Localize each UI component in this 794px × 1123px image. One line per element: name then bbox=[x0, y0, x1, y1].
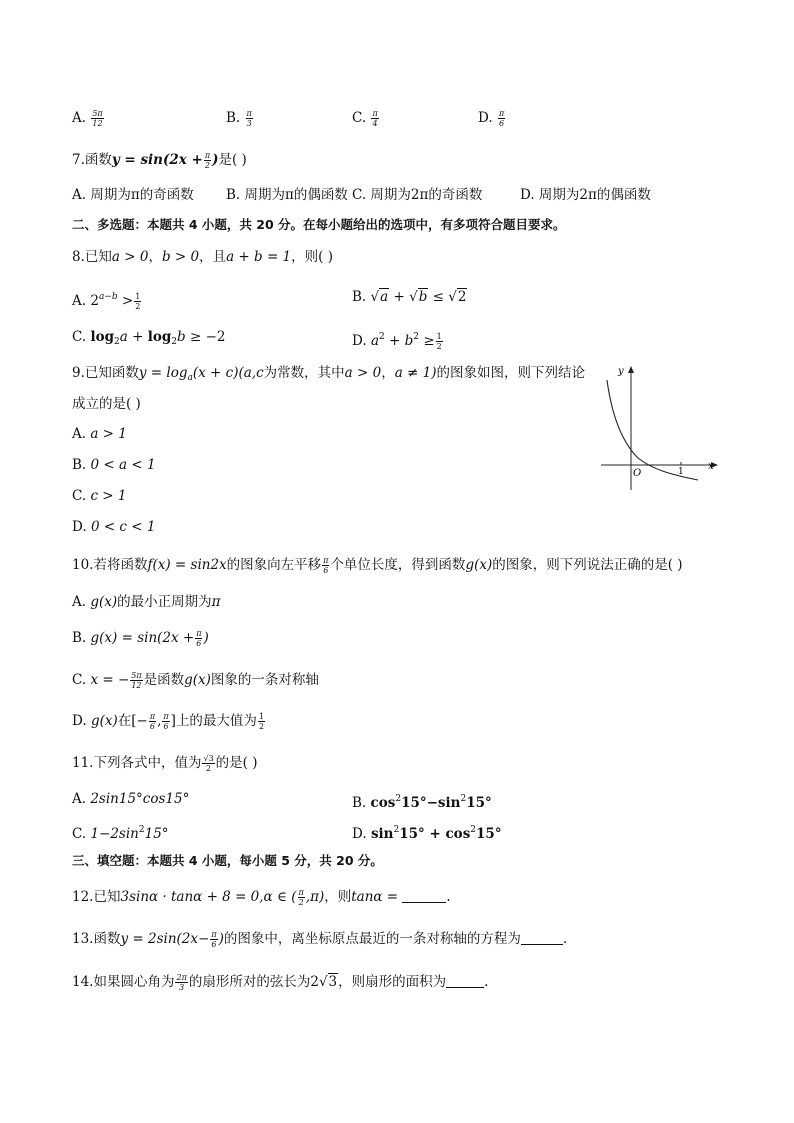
pi: π bbox=[211, 594, 221, 610]
q10-g: g(x) bbox=[184, 672, 211, 688]
option-label: A. bbox=[72, 426, 87, 442]
cos: cos bbox=[370, 795, 396, 811]
q9-option-d bbox=[72, 517, 155, 537]
numerator: π bbox=[196, 629, 202, 638]
tick-label-1: 1 bbox=[678, 467, 684, 477]
q9-option-b bbox=[72, 455, 156, 475]
q7-func-end: ) bbox=[212, 152, 219, 168]
denominator: 6 bbox=[163, 722, 169, 731]
q11-option-a bbox=[72, 789, 189, 809]
sqrt-b: b bbox=[418, 289, 428, 305]
origin-label: O bbox=[633, 468, 642, 479]
fraction bbox=[246, 109, 253, 128]
q10-stem bbox=[72, 555, 683, 575]
q10-c-expr: x = − bbox=[90, 672, 130, 688]
q8-stem bbox=[72, 247, 333, 267]
q9-cond-a: a > 0 bbox=[344, 365, 382, 381]
option-label: D. bbox=[478, 110, 493, 126]
q14-stem-b: 的扇形所对的弦长为 bbox=[188, 974, 311, 990]
q10-d-text2: 上的最大值为 bbox=[175, 713, 257, 729]
expr-end: 15° bbox=[476, 826, 502, 842]
plus: + bbox=[384, 333, 405, 349]
option-label: B. bbox=[72, 457, 87, 473]
comma: , bbox=[157, 713, 162, 729]
expr-end: 15° bbox=[144, 826, 169, 842]
q10-stem-c: 个单位长度，得到函数 bbox=[330, 557, 466, 573]
option-label: C. bbox=[72, 329, 87, 345]
q6-option-a bbox=[72, 108, 105, 128]
fraction bbox=[149, 712, 156, 731]
fraction bbox=[258, 712, 265, 731]
option-label: A. bbox=[72, 293, 87, 309]
q9-cond-b: a ≠ 1) bbox=[394, 365, 437, 381]
log-base: 2 bbox=[171, 337, 178, 347]
plus: + bbox=[389, 289, 410, 305]
q8-sep: ，且 bbox=[199, 249, 227, 265]
exponent: 2 bbox=[413, 332, 420, 342]
q9-stem-a: 9.已知函数 bbox=[72, 365, 139, 381]
q8-cond-a: a > 0 bbox=[111, 249, 149, 265]
period: . bbox=[446, 889, 451, 905]
var: a bbox=[370, 333, 379, 349]
option-expr: 0 < a < 1 bbox=[90, 457, 156, 473]
denominator: 3 bbox=[179, 983, 185, 992]
numerator: π bbox=[211, 930, 217, 939]
fraction bbox=[210, 930, 217, 949]
q12-stem bbox=[72, 887, 451, 907]
q12-stem-b: ，则 bbox=[324, 889, 352, 905]
denominator: 12 bbox=[131, 681, 142, 690]
numerator: π bbox=[323, 556, 329, 565]
q13-stem bbox=[72, 929, 567, 949]
q11-option-c bbox=[72, 820, 169, 844]
exponent: 2 bbox=[395, 794, 402, 804]
denominator: 6 bbox=[211, 940, 217, 949]
q13-stem-a: 13.函数 bbox=[72, 931, 121, 947]
numerator: π bbox=[204, 151, 211, 160]
relation: > bbox=[117, 293, 134, 309]
fraction bbox=[204, 151, 211, 170]
q11-stem-a: 11.下列各式中，值为 bbox=[72, 755, 202, 771]
period: . bbox=[484, 974, 489, 990]
answer-blank[interactable] bbox=[402, 888, 446, 903]
numerator: 1 bbox=[135, 292, 141, 301]
option-label: C. bbox=[72, 672, 87, 688]
x-axis-label: x bbox=[708, 461, 714, 472]
q9-sep: ， bbox=[381, 365, 395, 381]
log: log bbox=[90, 329, 115, 345]
fraction bbox=[195, 629, 202, 648]
q8-cond-b: b > 0 bbox=[161, 249, 200, 265]
answer-blank[interactable] bbox=[446, 973, 484, 988]
q10-a-text: 的最小正周期为 bbox=[117, 594, 212, 610]
denominator: 4 bbox=[372, 119, 378, 128]
exponent: 2 bbox=[460, 794, 467, 804]
numerator: 5π bbox=[131, 671, 142, 680]
q8-option-c bbox=[72, 327, 225, 352]
numerator: √3 bbox=[203, 754, 214, 763]
exponent: 2 bbox=[138, 825, 145, 835]
log-base: 2 bbox=[114, 337, 120, 347]
q7-func: y = sin(2x + bbox=[111, 152, 203, 168]
exponent: 2 bbox=[470, 825, 477, 835]
log-base: a bbox=[187, 373, 193, 383]
q8-option-d bbox=[352, 327, 444, 351]
q9-stem-c: 的图象如图，则下列结论 bbox=[436, 365, 586, 381]
var: a bbox=[119, 329, 128, 345]
q10-option-b bbox=[72, 628, 209, 648]
expr-end: 15° bbox=[466, 795, 492, 811]
numerator: 1 bbox=[436, 332, 442, 341]
q13-stem-b: 的图象中，离坐标原点最近的一条对称轴的方程为 bbox=[223, 931, 521, 947]
expr-mid: 15°−sin bbox=[401, 795, 461, 811]
fraction bbox=[130, 671, 142, 690]
option-expr: c > 1 bbox=[90, 488, 127, 504]
q8-cond-sum: a + b = 1 bbox=[226, 249, 292, 265]
q10-stem-d: 的图象，则下列说法正确的是( ) bbox=[492, 557, 683, 573]
q10-d-text: 在 bbox=[117, 713, 132, 729]
denominator: 12 bbox=[92, 119, 103, 128]
numerator: π bbox=[498, 109, 505, 118]
q9-stem-b: 为常数，其中 bbox=[263, 365, 345, 381]
fraction bbox=[498, 109, 505, 128]
denominator: 6 bbox=[149, 722, 155, 731]
fraction bbox=[436, 332, 443, 351]
q14-stem-c: ，则扇形的面积为 bbox=[338, 974, 447, 990]
denominator: 2 bbox=[298, 898, 304, 907]
numerator: 5π bbox=[92, 109, 103, 118]
fraction bbox=[371, 109, 378, 128]
sin: sin bbox=[370, 826, 394, 842]
option-expr: 2sin15°cos15° bbox=[90, 791, 190, 807]
q7-stem bbox=[72, 150, 247, 170]
section-2-heading: 二、多选题：本题共 4 小题，共 20 分。在每小题给出的选项中，有多项符合题目要求。 bbox=[72, 217, 566, 232]
fraction bbox=[91, 109, 103, 128]
q9-func: y = log bbox=[138, 365, 188, 381]
option-label: B. bbox=[352, 289, 367, 305]
q12-expr-end: ,π) bbox=[305, 889, 325, 905]
denominator: 6 bbox=[323, 566, 329, 575]
relation: ≥ bbox=[419, 333, 435, 349]
answer-blank[interactable] bbox=[521, 930, 563, 945]
denominator: 6 bbox=[196, 639, 202, 648]
q7-suffix: 是( ) bbox=[218, 152, 247, 168]
q13-expr: y = 2sin(2x− bbox=[120, 931, 210, 947]
q9-option-a bbox=[72, 424, 127, 444]
q9-func-arg: (x + c)(a,c bbox=[192, 365, 264, 381]
denominator: 2 bbox=[258, 722, 265, 731]
q10-g: g(x) bbox=[90, 713, 118, 729]
option-label: C. bbox=[72, 488, 87, 504]
q8-sep: ， bbox=[148, 249, 162, 265]
q10-c-text2: 图象的一条对称轴 bbox=[210, 672, 319, 688]
q6-option-b bbox=[226, 108, 254, 128]
interval-close: ] bbox=[170, 713, 176, 729]
q10-func-f: f(x) = sin2x bbox=[147, 557, 227, 573]
numerator: 1 bbox=[258, 712, 265, 721]
option-expr: 0 < c < 1 bbox=[90, 519, 156, 535]
q8-stem-a: 8.已知 bbox=[72, 249, 112, 265]
option-expr: a > 1 bbox=[90, 426, 127, 442]
option-label: B. bbox=[226, 110, 241, 126]
denominator: 3 bbox=[246, 119, 252, 128]
fraction bbox=[175, 973, 187, 992]
numerator: 2π bbox=[176, 973, 187, 982]
fraction bbox=[134, 292, 141, 311]
denominator: 2 bbox=[135, 302, 141, 311]
q6-option-d bbox=[478, 108, 506, 128]
q10-func-g: g(x) bbox=[465, 557, 493, 573]
option-label: D. bbox=[72, 713, 87, 729]
q11-stem-b: 的是( ) bbox=[215, 755, 258, 771]
q9-graph bbox=[598, 362, 722, 492]
numerator: π bbox=[149, 712, 156, 721]
numerator: π bbox=[298, 888, 304, 897]
q14-stem-a: 14.如果圆心角为 bbox=[72, 974, 175, 990]
option-label: A. bbox=[72, 594, 87, 610]
q11-option-b bbox=[352, 789, 492, 813]
option-label: D. bbox=[72, 519, 87, 535]
q11-option-d bbox=[352, 820, 502, 844]
q10-option-c bbox=[72, 670, 319, 690]
q12-tan: tanα = bbox=[351, 889, 403, 905]
y-axis-arrow bbox=[628, 366, 634, 373]
denominator: 2 bbox=[436, 342, 442, 351]
q10-stem-a: 10.若将函数 bbox=[72, 557, 148, 573]
option-label: D. bbox=[352, 826, 367, 842]
q10-b-expr: g(x) = sin(2x + bbox=[90, 630, 195, 646]
q10-stem-b: 的图象向左平移 bbox=[226, 557, 322, 573]
option-label: B. bbox=[352, 795, 367, 811]
q8-option-b: B. √a + √b ≤ √2 bbox=[352, 289, 467, 305]
q10-c-text: 是函数 bbox=[143, 672, 185, 688]
expr: 1−2sin bbox=[90, 826, 139, 842]
option-label: A. bbox=[72, 110, 87, 126]
numerator: π bbox=[246, 109, 252, 118]
q8-option-a bbox=[72, 287, 142, 311]
fraction bbox=[202, 754, 214, 773]
chord-coef: 2 bbox=[310, 974, 319, 990]
q12-stem-a: 12.已知 bbox=[72, 889, 121, 905]
q8-suffix: ，则( ) bbox=[291, 249, 333, 265]
plus: + bbox=[127, 329, 148, 345]
numerator: π bbox=[163, 712, 169, 721]
exponent: a−b bbox=[98, 292, 118, 302]
denominator: 2 bbox=[204, 161, 211, 170]
q7-option-d: D. 周期为2π的偶函数 bbox=[520, 187, 651, 203]
log: log bbox=[147, 329, 172, 345]
paren: ) bbox=[203, 630, 209, 646]
fraction bbox=[322, 556, 329, 575]
q7-prefix: 7.函数 bbox=[72, 152, 112, 168]
q7-option-b: B. 周期为π的偶函数 bbox=[226, 187, 348, 203]
denominator: 6 bbox=[499, 119, 505, 128]
relation: ≤ bbox=[428, 289, 449, 305]
q9-stem-line1 bbox=[72, 363, 585, 388]
expr-mid: 15° + cos bbox=[399, 826, 471, 842]
sqrt-2: 2 bbox=[457, 289, 467, 305]
option-label: C. bbox=[352, 110, 367, 126]
q6-option-c bbox=[352, 108, 380, 128]
q9-stem-line2: 成立的是( ) bbox=[72, 396, 141, 412]
q12-expr: 3sinα · tanα + 8 = 0,α ∈ ( bbox=[120, 889, 297, 905]
exponent: 2 bbox=[393, 825, 400, 835]
q10-g: g(x) bbox=[90, 594, 118, 610]
numerator: π bbox=[372, 109, 378, 118]
y-axis-label: y bbox=[618, 366, 624, 377]
var: b bbox=[404, 333, 414, 349]
base: 2 bbox=[90, 293, 99, 309]
fraction bbox=[298, 888, 305, 907]
fraction bbox=[162, 712, 169, 731]
var: b bbox=[177, 329, 186, 345]
sqrt-3: 3 bbox=[328, 974, 338, 990]
q7-option-c: C. 周期为2π的奇函数 bbox=[352, 187, 483, 203]
option-label: B. bbox=[72, 630, 87, 646]
relation: ≥ −2 bbox=[185, 329, 226, 345]
q14-stem: 14.如果圆心角为 $\frac{2\pi}{3}$ 的扇形所对的弦长为2√3，则扇形的面积为 . bbox=[72, 973, 489, 992]
q7-option-a: A. 周期为π的奇函数 bbox=[72, 187, 194, 203]
period: . bbox=[562, 931, 568, 947]
interval-open: [− bbox=[131, 713, 148, 729]
q13-expr-end: ) bbox=[218, 931, 224, 947]
q10-option-d bbox=[72, 711, 266, 731]
sqrt-a: a bbox=[380, 289, 389, 305]
exponent: 2 bbox=[379, 332, 385, 342]
option-label: D. bbox=[352, 333, 367, 349]
denominator: 2 bbox=[206, 764, 212, 773]
section-3-heading: 三、填空题：本题共 4 小题，每小题 5 分，共 20 分。 bbox=[72, 853, 383, 868]
option-label: C. bbox=[72, 826, 87, 842]
q10-option-a bbox=[72, 592, 221, 612]
option-label: A. bbox=[72, 791, 87, 807]
q9-option-c bbox=[72, 486, 126, 506]
q11-stem bbox=[72, 753, 258, 773]
